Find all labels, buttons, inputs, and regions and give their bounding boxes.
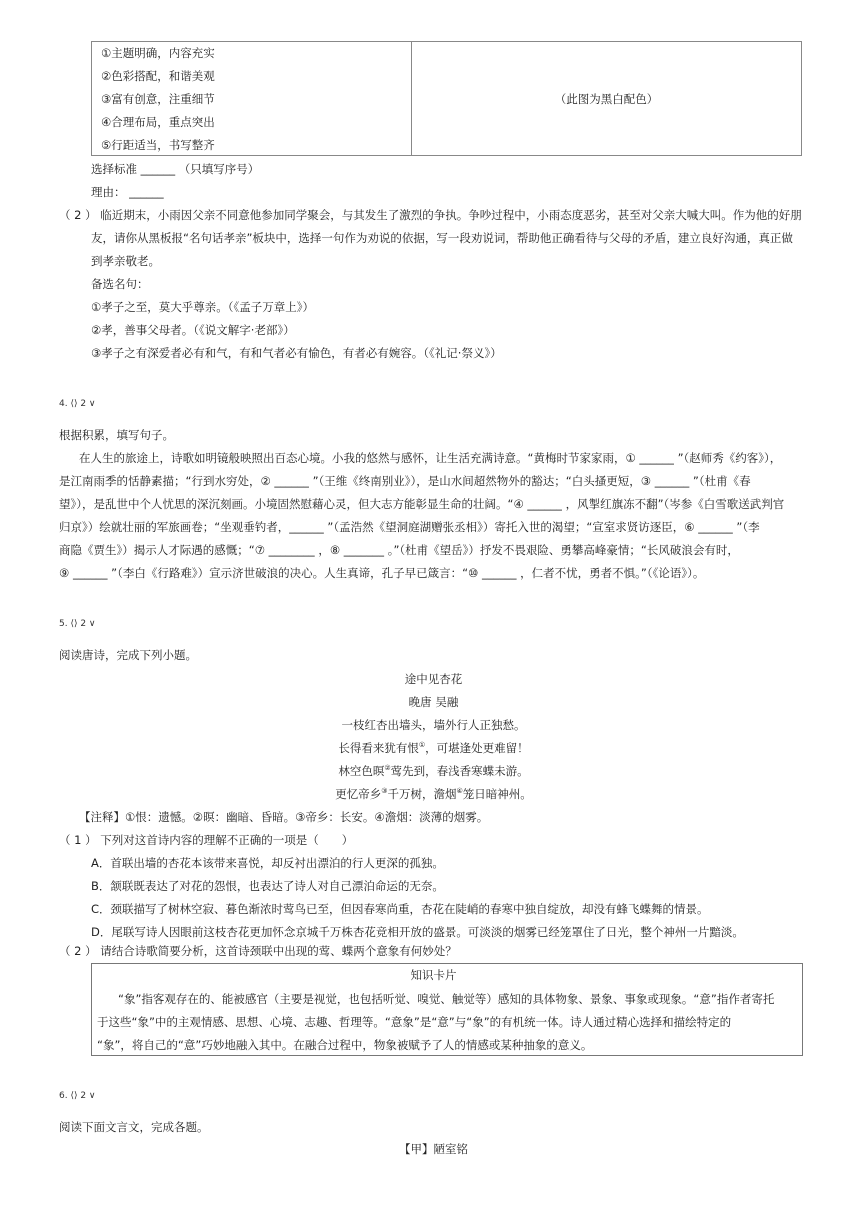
- image-note: （此图为黑白配色）: [554, 92, 659, 106]
- poem-line: 长得看来犹有恨①，可堪逢处更难留！: [338, 741, 529, 755]
- criteria-item: ②色彩搭配，和谐美观: [101, 69, 215, 83]
- reason-line: 理由： ______: [91, 185, 164, 199]
- q6-instruction: 阅读下面文言文，完成各题。: [59, 1120, 209, 1134]
- poem-line: 更忆帝乡③千万树，澹烟④笼日暗神州。: [335, 787, 532, 801]
- q4-line: 归京》）绘就壮丽的军旅画卷；“坐观垂钓者，______ ”（孟浩然《望洞庭湖赠张丞相》）寄托入世的渴望；“宣室求贤访逐臣，⑥ ______ ”（李: [59, 520, 760, 534]
- q6-subtitle: 【甲】陋室铭: [399, 1142, 468, 1156]
- quotes-label: 备选名句：: [91, 277, 149, 291]
- criteria-item: ①主题明确，内容充实: [101, 46, 215, 60]
- option-c[interactable]: C．颈联描写了树林空寂、暮色渐浓时莺鸟已至，但因春寒尚重，杏花在陡峭的春寒中独自绽放，却没有蜂飞蝶舞的情景。: [91, 902, 709, 916]
- q4-line: ⑨ ______ ”（李白《行路难》）宣示济世破浪的决心。人生真谛，孔子早已箴言：“⑩ ______ ，仁者不忧，勇者不惧。”（《论语》）。: [59, 566, 705, 580]
- q4-line: 是江南雨季的恬静素描；“行到水穷处，② ______ ”（王维《终南别业》），是山水间超然物外的豁达；“白头搔更短，③ ______ ”（杜甫《春: [59, 474, 751, 488]
- poem-line: 一枝红杏出墙头，墙外行人正独愁。: [341, 718, 526, 732]
- knowledge-card-line: “象”指客观存在的、能被感官（主要是视觉，也包括听觉、嗅觉、触觉等）感知的具体物象、景象、事象或现象。“意”指作者寄托: [118, 992, 775, 1006]
- option-b[interactable]: B．颔联既表达了对花的怨恨，也表达了诗人对自己漂泊命运的无奈。: [91, 879, 444, 893]
- poem-line: 林空色暝②莺先到，春浅香寒蝶未游。: [338, 764, 529, 778]
- knowledge-card-title: 知识卡片: [410, 968, 457, 982]
- q4-line: 望》），是乱世中个人忧思的深沉刻画。小境固然慰藉心灵，但大志方能彰显生命的壮阔。“④ ______ ，风掣红旗冻不翻”（岑参《白雪歌送武判官: [59, 497, 785, 511]
- q3-part2-line: （ 2 ） 临近期末，小雨因父亲不同意他参加同学聚会，与其发生了激烈的争执。争吵过程中，小雨态度恶劣，甚至对父亲大喊大叫。作为他的好朋: [59, 208, 802, 222]
- quote-item: ①孝子之至，莫大乎尊亲。（《孟子万章上》）: [91, 300, 315, 314]
- q5-header[interactable]: 5. ⟨⟩ 2 ∨: [59, 619, 96, 629]
- q4-line: 在人生的旅途上，诗歌如明镜般映照出百态心境。小我的悠然与感怀，让生活充满诗意。“黄梅时节家家雨，① ______ ”（赵师秀《约客》），: [79, 451, 782, 465]
- q5-sub1-question: （ 1 ） 下列对这首诗内容的理解不正确的一项是（ ）: [59, 833, 354, 847]
- knowledge-card-line: 于这些“象”中的主观情感、思想、心境、志趣、哲理等。“意象”是“意”与“象”的有机统一体。诗人通过精心选择和描绘特定的: [97, 1015, 732, 1029]
- quote-item: ③孝子之有深爱者必有和气，有和气者必有愉色，有者必有婉容。（《礼记·祭义》）: [91, 346, 502, 360]
- q3-part2-line: 到孝亲敬老。: [91, 254, 160, 268]
- q6-header[interactable]: 6. ⟨⟩ 2 ∨: [59, 1091, 96, 1101]
- q4-line: 商隐《贾生》）揭示人才际遇的感慨；“⑦ ________ ，⑧ _______ 。”（杜甫《望岳》）抒发不畏艰险、勇攀高峰豪情；“长风破浪会有时，: [59, 543, 739, 557]
- q4-instruction: 根据积累，填写句子。: [59, 428, 174, 442]
- select-standard-line: 选择标准 ______ （只填写序号）: [91, 162, 260, 176]
- q5-sub2-question: （ 2 ） 请结合诗歌简要分析，这首诗颈联中出现的莺、蝶两个意象有何妙处？: [59, 944, 457, 958]
- poem-note: 【注释】①恨：遗憾。②暝：幽暗、昏暗。③帝乡：长安。④澹烟：淡薄的烟雾。: [79, 810, 489, 824]
- q3-part2-line: 友，请你从黑板报“名句话孝亲”板块中，选择一句作为劝说的依据，写一段劝说词，帮助他正确看待与父母的矛盾，建立良好沟通，真正做: [91, 231, 793, 245]
- option-d[interactable]: D．尾联写诗人因眼前这枝杏花更加怀念京城千万株杏花竞相开放的盛景。可淡淡的烟雾已经笼罩住了日光，整个神州一片黯淡。: [91, 925, 744, 939]
- quote-item: ②孝，善事父母者。（《说文解字·老部》）: [91, 323, 295, 337]
- knowledge-card-line: “象”，将自己的“意”巧妙地融入其中。在融合过程中，物象被赋予了人的情感或某种抽象的意义。: [97, 1038, 593, 1052]
- poem-title: 途中见杏花: [404, 672, 463, 686]
- q4-header[interactable]: 4. ⟨⟩ 2 ∨: [59, 399, 96, 409]
- criteria-item: ④合理布局，重点突出: [101, 115, 215, 129]
- criteria-item: ③富有创意，注重细节: [101, 92, 215, 106]
- poem-author: 晚唐 吴融: [408, 695, 459, 709]
- criteria-item: ⑤行距适当，书写整齐: [101, 138, 215, 152]
- option-a[interactable]: A．首联出墙的杏花本该带来喜悦，却反衬出漂泊的行人更深的孤独。: [91, 856, 444, 870]
- q5-instruction: 阅读唐诗，完成下列小题。: [59, 648, 197, 662]
